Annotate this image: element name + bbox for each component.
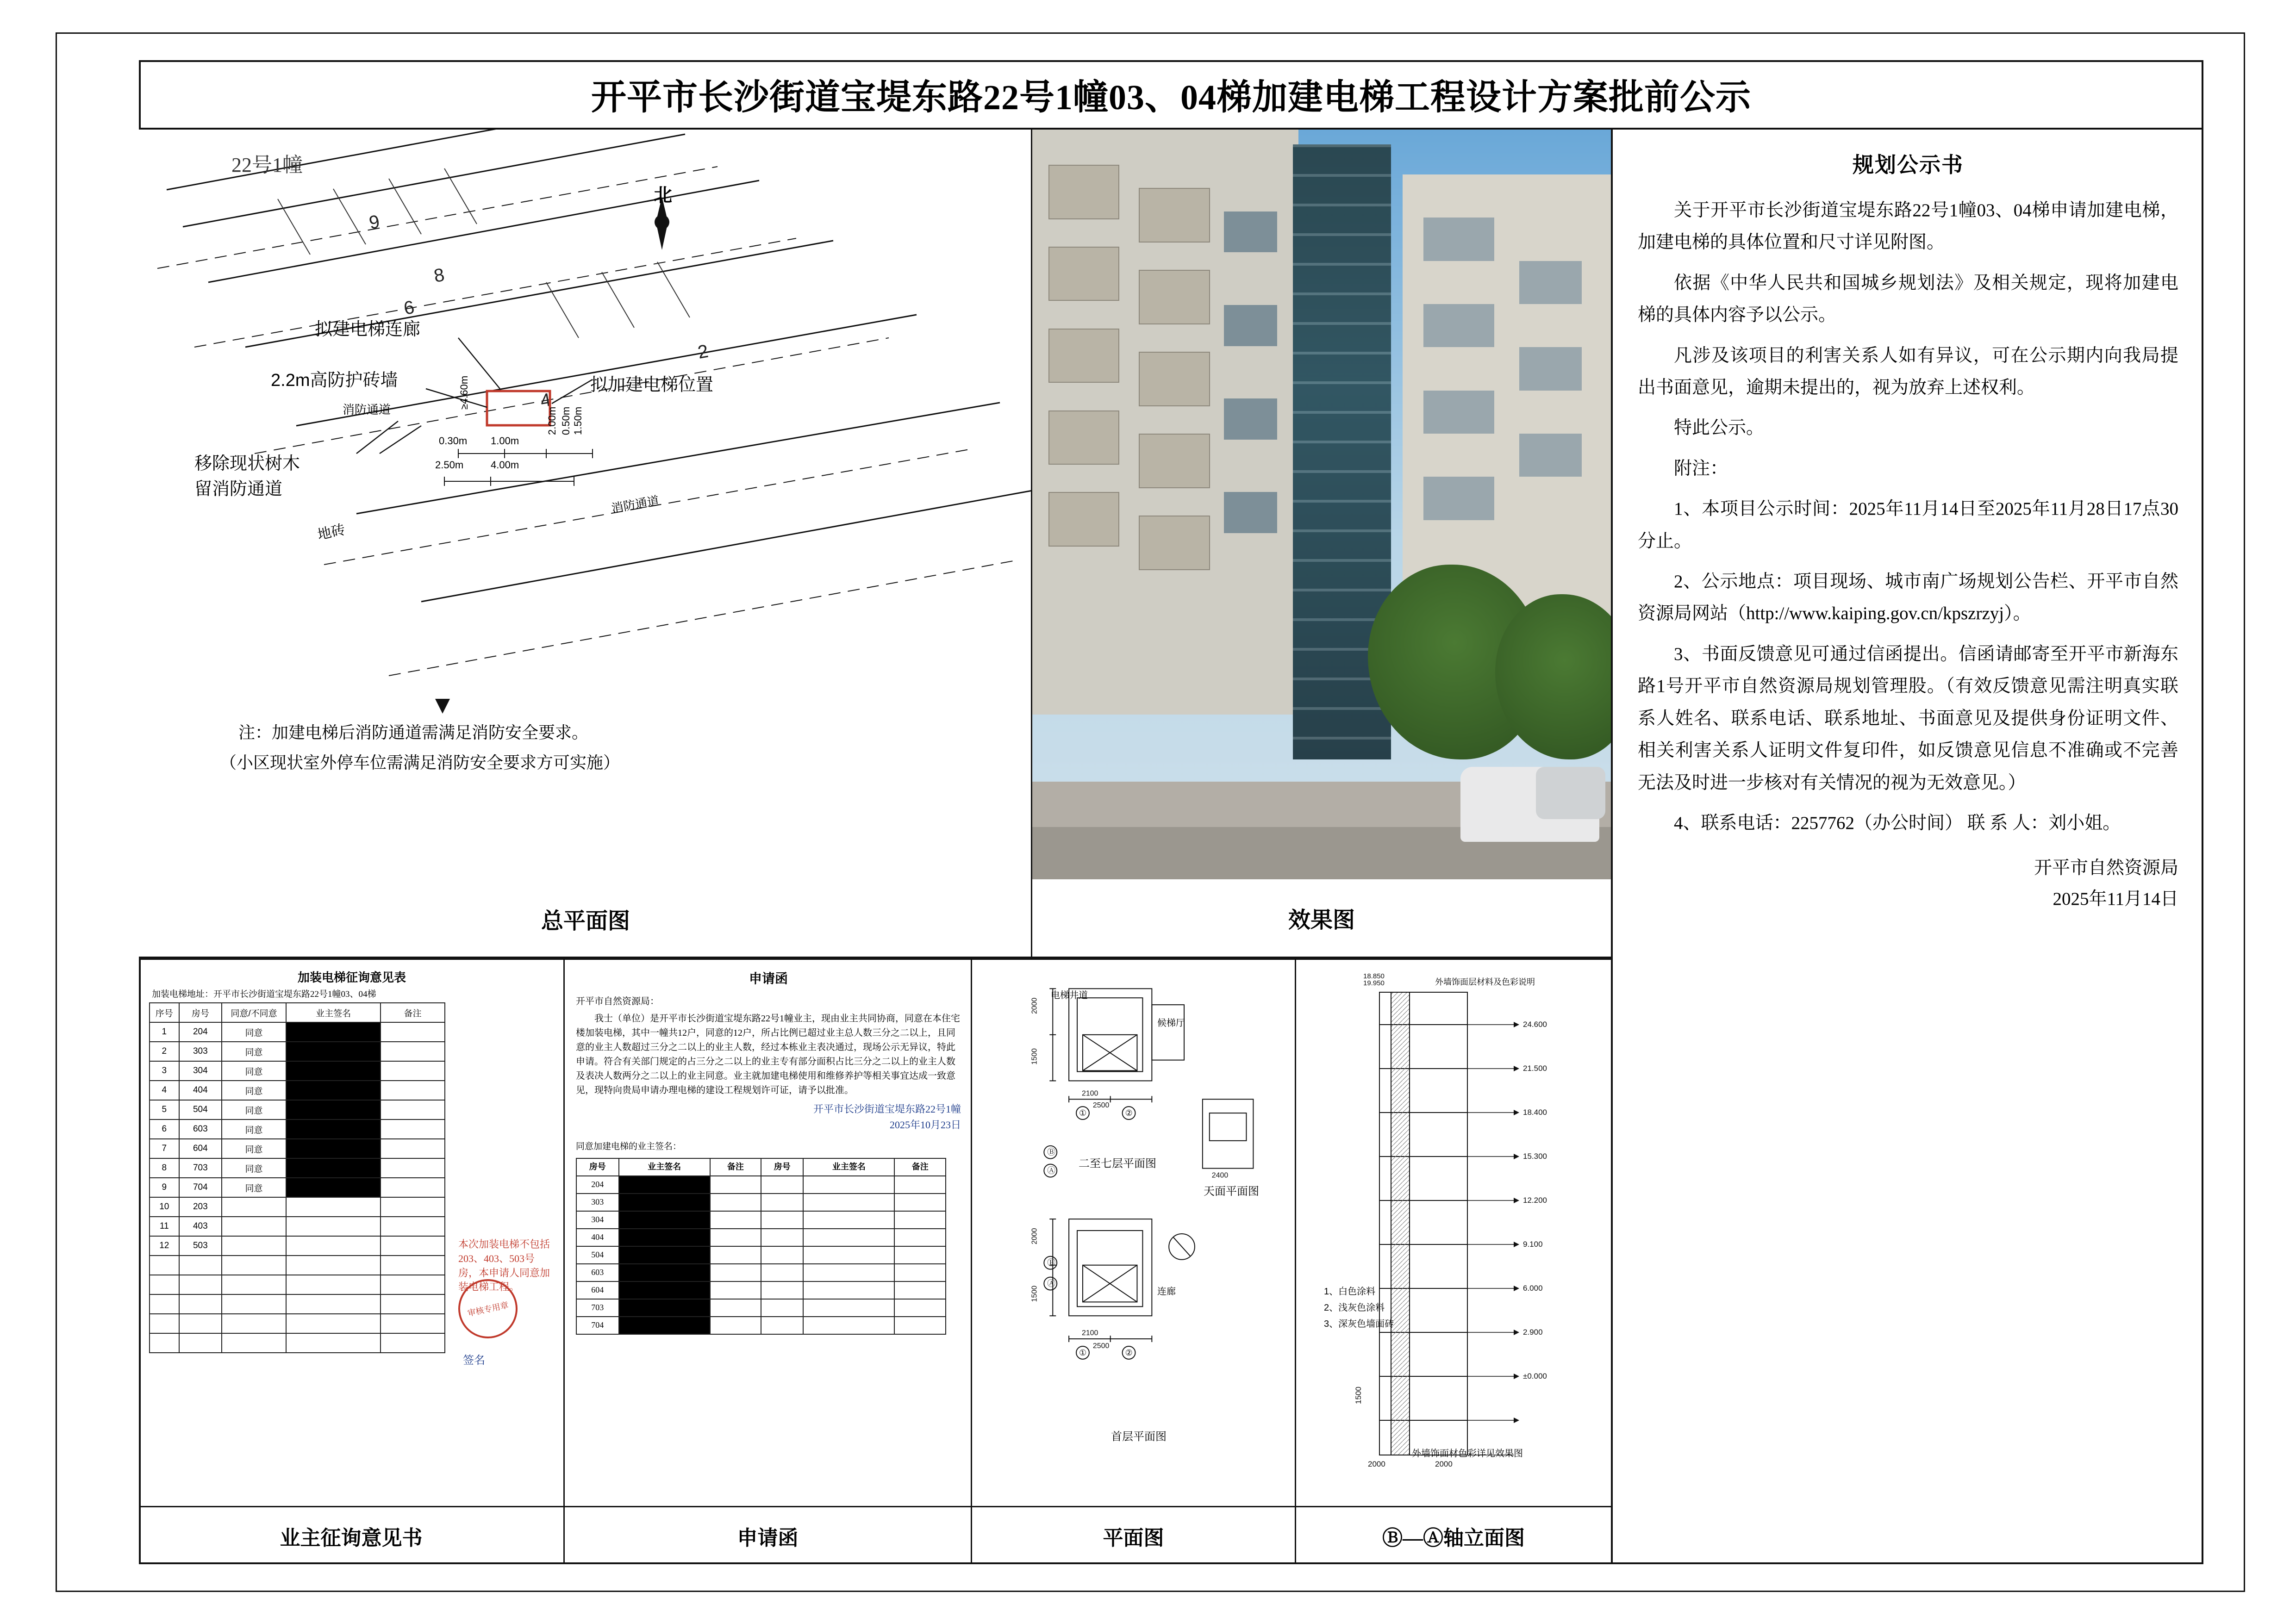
cell-note: [710, 1317, 761, 1334]
svg-text:2000: 2000: [1030, 1228, 1039, 1244]
cell-note-2: [894, 1299, 946, 1317]
th-note: 备注: [381, 1003, 445, 1022]
annotation-fire-lane-1: 消防通道: [343, 403, 391, 417]
cell-sign: [286, 1158, 381, 1178]
th-note-2: 备注: [894, 1158, 946, 1176]
cell-agree: 同意: [222, 1061, 286, 1081]
cell-note: [710, 1264, 761, 1281]
cell-sign: [286, 1042, 381, 1061]
elevation-bottom-note: 外墙饰面材色彩详见效果图: [1412, 1449, 1523, 1459]
cell-sign: [286, 1217, 381, 1236]
cell-no: 9: [150, 1178, 179, 1197]
cell-room: 603: [179, 1119, 222, 1139]
letter-signature: 开平市长沙街道宝堤东路22号1幢: [813, 1103, 961, 1115]
cell-sign: [619, 1194, 710, 1211]
elevation-svg: [1296, 960, 1611, 1506]
cell-room: 304: [179, 1061, 222, 1081]
cell-sign: [619, 1229, 710, 1246]
notice-attachment-1: 1、本项目公示时间：2025年11月14日至2025年11月28日17点30分止。: [1638, 499, 2178, 551]
cell-no: 7: [150, 1139, 179, 1158]
cell-note: [381, 1158, 445, 1178]
cell-room-2: [761, 1211, 803, 1229]
table-row: [150, 1139, 445, 1158]
cell-room-2: [761, 1281, 803, 1299]
notice-attachment-3: 3、书面反馈意见可通过信函提出。信函请邮寄至开平市新海东路1号开平市自然资源局规划管理股。（有效反馈意见需注明真实联系人姓名、联系电话、联系地址、书面意见及提供身份证明文件、相关利害关系人证明文件复印件，如反馈意见信息不准确或不完善无法及时进一步核对有关情况的视为无效意见。）: [1638, 644, 2178, 793]
dim-0-50m: 0.50m: [560, 406, 572, 435]
cell-sign: [619, 1176, 710, 1194]
svg-text:Ⓐ: Ⓐ: [1047, 1279, 1056, 1288]
svg-text:21.500: 21.500: [1523, 1064, 1547, 1073]
svg-text:6.000: 6.000: [1523, 1284, 1543, 1293]
dim-4-00m: 4.00m: [491, 459, 519, 471]
cell-note: [710, 1246, 761, 1264]
svg-text:2000: 2000: [1030, 997, 1039, 1014]
cell-room: 303: [576, 1194, 619, 1211]
consult-table-subtitle: 加装电梯地址：开平市长沙街道宝堤东路22号1幢03、04梯: [152, 989, 376, 999]
svg-text:18.850: 18.850: [1363, 972, 1385, 980]
svg-text:±0.000: ±0.000: [1523, 1372, 1547, 1380]
svg-text:9.100: 9.100: [1523, 1240, 1543, 1249]
table-row: [150, 1042, 445, 1061]
cell-sign-2: [803, 1211, 894, 1229]
annotation-fire-lane-2: 消防通道: [610, 493, 661, 516]
cell-no: 1: [150, 1022, 179, 1042]
cell-note-2: [894, 1281, 946, 1299]
svg-text:①: ①: [1079, 1348, 1087, 1357]
table-header-row: [576, 1158, 946, 1176]
cell-room: 404: [179, 1081, 222, 1100]
site-building-tag: 22号1幢: [231, 154, 303, 176]
cell-room: 304: [576, 1211, 619, 1229]
signature-table: [576, 1158, 946, 1335]
cell-no: 5: [150, 1100, 179, 1119]
table-row: [576, 1176, 946, 1194]
cell-sign: [619, 1211, 710, 1229]
cell-note-2: [894, 1194, 946, 1211]
cell-note-2: [894, 1229, 946, 1246]
th-sign-2: 业主签名: [803, 1158, 894, 1176]
cell-room-2: [761, 1264, 803, 1281]
annotation-elevator-position: 拟加建电梯位置: [590, 375, 714, 395]
elevation-title: 外墙饰面层材料及色彩说明: [1435, 977, 1535, 987]
cell-sign: [619, 1264, 710, 1281]
svg-text:②: ②: [1125, 1348, 1133, 1357]
cell-no: 4: [150, 1081, 179, 1100]
cell-note: [710, 1176, 761, 1194]
cell-sign: [286, 1178, 381, 1197]
cell-sign: [286, 1197, 381, 1217]
cell-sign-2: [803, 1176, 894, 1194]
cell-sign: [619, 1281, 710, 1299]
cell-sign: [286, 1061, 381, 1081]
cell-note-2: [894, 1317, 946, 1334]
table-row: [150, 1256, 445, 1275]
notice-attachment-4: 4、联系电话：2257762（办公时间） 联 系 人：刘小姐。: [1674, 813, 2121, 833]
svg-text:18.400: 18.400: [1523, 1108, 1547, 1117]
svg-text:8: 8: [432, 264, 446, 286]
cell-sign: [619, 1299, 710, 1317]
elevation-legend-3: 3、深灰色墙面砖: [1324, 1319, 1394, 1329]
svg-text:2: 2: [696, 341, 710, 363]
dim-min-4-60m: ≥4.60m: [458, 375, 470, 410]
plan-note-corridor: 连廊: [1157, 1287, 1176, 1297]
handwritten-red-note: 本次加装电梯不包括203、403、503号房，本申请人同意加装电梯工程。: [458, 1238, 550, 1293]
cell-agree: 同意: [222, 1158, 286, 1178]
svg-text:②: ②: [1125, 1108, 1133, 1118]
cell-note: [710, 1211, 761, 1229]
table-row: [576, 1229, 946, 1246]
cell-no: 6: [150, 1119, 179, 1139]
cell-sign-2: [803, 1281, 894, 1299]
cell-note: [381, 1081, 445, 1100]
cell-room: 204: [179, 1022, 222, 1042]
th-sign: 业主签名: [286, 1003, 381, 1022]
svg-text:15.300: 15.300: [1523, 1152, 1547, 1161]
svg-text:①: ①: [1079, 1108, 1087, 1118]
table-row: [150, 1100, 445, 1119]
svg-text:12.200: 12.200: [1523, 1196, 1547, 1205]
notice-column: [1611, 130, 2203, 1564]
cell-sign: [286, 1119, 381, 1139]
cell-note: [381, 1022, 445, 1042]
photo-building-left: [1032, 130, 1298, 715]
cell-room: 504: [576, 1246, 619, 1264]
cell-sign-2: [803, 1194, 894, 1211]
sig-table-title: 同意加建电梯的业主签名：: [576, 1141, 682, 1151]
cell-room-2: [761, 1246, 803, 1264]
table-row: [576, 1299, 946, 1317]
svg-text:1500: 1500: [1030, 1048, 1039, 1065]
table-row: [576, 1194, 946, 1211]
cell-agree: 同意: [222, 1100, 286, 1119]
cell-agree: [222, 1236, 286, 1256]
table-row: [150, 1081, 445, 1100]
svg-text:2000: 2000: [1435, 1460, 1453, 1468]
panel-caption-plan: 平面图: [972, 1506, 1296, 1564]
cell-no: 3: [150, 1061, 179, 1081]
svg-text:2100: 2100: [1081, 1089, 1098, 1098]
cell-room: 503: [179, 1236, 222, 1256]
cell-note-2: [894, 1176, 946, 1194]
cell-note: [381, 1100, 445, 1119]
cell-room: 404: [576, 1229, 619, 1246]
annotation-corridor: 拟建电梯连廊: [315, 320, 421, 339]
svg-text:2500: 2500: [1092, 1101, 1110, 1110]
notice-attachment-label: 附注：: [1674, 458, 1728, 479]
panel-caption-consultation: 业主征询意见书: [139, 1506, 565, 1564]
panel-caption-letter: 申请函: [565, 1506, 972, 1564]
cell-note: [381, 1197, 445, 1217]
cell-room: 603: [576, 1264, 619, 1281]
cell-note-2: [894, 1211, 946, 1229]
site-plan-caption: 总平面图: [541, 908, 630, 933]
svg-text:2500: 2500: [1092, 1342, 1110, 1350]
cell-room-2: [761, 1317, 803, 1334]
north-label: 北: [654, 185, 672, 205]
svg-text:2400: 2400: [1211, 1171, 1229, 1180]
site-plan-drawing: [139, 130, 1032, 958]
elevation-legend-2: 2、浅灰色涂料: [1324, 1303, 1385, 1313]
svg-text:6: 6: [402, 297, 416, 319]
cell-agree: [222, 1197, 286, 1217]
cell-note: [381, 1139, 445, 1158]
cell-note: [710, 1281, 761, 1299]
dim-2-50m: 2.50m: [435, 459, 464, 471]
notice-paragraph-1: 关于开平市长沙街道宝堤东路22号1幢03、04梯申请加建电梯，加建电梯的具体位置和尺寸详见附图。: [1638, 200, 2178, 253]
annotation-wall: 2.2m高防护砖墙: [271, 371, 398, 390]
cell-no: 12: [150, 1236, 179, 1256]
svg-text:1500: 1500: [1030, 1285, 1039, 1302]
annotation-keep-fire-lane: 留消防通道: [194, 479, 283, 499]
svg-text:9: 9: [367, 211, 381, 233]
plan-caption-lower: 首层平面图: [1111, 1430, 1167, 1443]
table-row: [150, 1158, 445, 1178]
table-row: [576, 1246, 946, 1264]
cell-room: 604: [179, 1139, 222, 1158]
cell-sign: [619, 1317, 710, 1334]
cell-note: [381, 1236, 445, 1256]
th-agree: 同意/不同意: [222, 1003, 286, 1022]
svg-text:Ⓑ: Ⓑ: [1047, 1258, 1056, 1268]
red-seal-stamp: 审核专用章: [453, 1274, 523, 1344]
th-no: 序号: [150, 1003, 179, 1022]
th-room: 房号: [576, 1158, 619, 1176]
floor-plan-svg: [972, 960, 1295, 1506]
dim-2-00m: 2.00m: [546, 406, 558, 435]
svg-text:1500: 1500: [1354, 1387, 1363, 1404]
table-row: [576, 1317, 946, 1334]
cell-sign-2: [803, 1246, 894, 1264]
table-row: [150, 1061, 445, 1081]
cell-no: 11: [150, 1217, 179, 1236]
page-title: 开平市长沙街道宝堤东路22号1幢03、04梯加建电梯工程设计方案批前公示: [591, 78, 1751, 117]
cell-sign: [286, 1081, 381, 1100]
cell-note: [381, 1119, 445, 1139]
cell-room-2: [761, 1299, 803, 1317]
photo-car-2: [1536, 767, 1605, 819]
cell-agree: 同意: [222, 1119, 286, 1139]
page-title-bar: [139, 60, 2203, 130]
notice-paragraph-3: 凡涉及该项目的利害关系人如有异议，可在公示期内向我局提出书面意见，逾期未提出的，视为放弃上述权利。: [1638, 345, 2178, 398]
cell-note: [710, 1299, 761, 1317]
handwritten-signature: 签名: [463, 1355, 485, 1367]
cell-room: 504: [179, 1100, 222, 1119]
cell-agree: [222, 1217, 286, 1236]
cell-note: [381, 1178, 445, 1197]
table-row: [150, 1314, 445, 1333]
svg-text:Ⓐ: Ⓐ: [1047, 1166, 1056, 1175]
table-row: [150, 1119, 445, 1139]
cell-room: 203: [179, 1197, 222, 1217]
cell-room: 403: [179, 1217, 222, 1236]
cell-agree: 同意: [222, 1139, 286, 1158]
rendering-photo: [1032, 130, 1611, 879]
letter-addressee: 开平市自然资源局：: [576, 996, 659, 1007]
table-row: [150, 1275, 445, 1294]
cell-room-2: [761, 1194, 803, 1211]
table-row: [150, 1236, 445, 1256]
cell-note-2: [894, 1264, 946, 1281]
cell-room: 704: [179, 1178, 222, 1197]
cell-note-2: [894, 1246, 946, 1264]
svg-text:Ⓑ: Ⓑ: [1047, 1147, 1056, 1157]
table-row: [576, 1264, 946, 1281]
plan-note-shaft: 电梯井道: [1051, 990, 1088, 1001]
cell-note: [381, 1042, 445, 1061]
cell-note: [710, 1194, 761, 1211]
cell-sign-2: [803, 1229, 894, 1246]
dim-1-50m: 1.50m: [572, 406, 584, 435]
cell-note: [381, 1217, 445, 1236]
th-sign: 业主签名: [619, 1158, 710, 1176]
th-room-2: 房号: [761, 1158, 803, 1176]
panel-floor-plans: [972, 960, 1296, 1506]
table-row: [150, 1022, 445, 1042]
letter-title: 申请函: [749, 972, 788, 986]
cell-sign-2: [803, 1264, 894, 1281]
cell-room: 704: [576, 1317, 619, 1334]
dim-0-30m: 0.30m: [439, 435, 468, 447]
svg-text:2100: 2100: [1081, 1329, 1098, 1337]
table-row: [150, 1197, 445, 1217]
plan-caption-upper: 二至七层平面图: [1079, 1157, 1156, 1170]
plan-note-hall: 候梯厅: [1157, 1018, 1185, 1028]
cell-room: 703: [576, 1299, 619, 1317]
cell-sign-2: [803, 1317, 894, 1334]
cell-no: 10: [150, 1197, 179, 1217]
cell-no: 8: [150, 1158, 179, 1178]
site-plan-svg: [139, 130, 1032, 958]
cell-agree: 同意: [222, 1042, 286, 1061]
panel-application-letter: [565, 960, 972, 1506]
cell-room: 604: [576, 1281, 619, 1299]
table-row: [150, 1294, 445, 1314]
cell-sign: [286, 1022, 381, 1042]
elevation-legend-1: 1、白色涂料: [1324, 1287, 1376, 1297]
svg-text:2000: 2000: [1368, 1460, 1385, 1468]
site-note-2: （小区现状室外停车位需满足消防安全要求方可实施）: [220, 753, 620, 772]
notice-paragraph-4: 特此公示。: [1674, 418, 1765, 438]
svg-text:4: 4: [538, 389, 553, 411]
notice-attachment-2: 2、公示地点：项目现场、城市南广场规划公告栏、开平市自然资源局网站（http://www.kaiping.gov.cn/kpszrzyj）。: [1638, 572, 2178, 624]
table-row: [150, 1217, 445, 1236]
cell-sign: [619, 1246, 710, 1264]
annotation-remove-tree: 移除现状树木: [194, 454, 300, 473]
notice-signature-org: 开平市自然资源局: [2034, 858, 2178, 878]
cell-room-2: [761, 1229, 803, 1246]
cell-agree: 同意: [222, 1022, 286, 1042]
notice-title: 规划公示书: [1853, 153, 1964, 177]
consult-table: [149, 1002, 445, 1353]
cell-room-2: [761, 1176, 803, 1194]
table-row: [150, 1178, 445, 1197]
table-row: [576, 1281, 946, 1299]
table-row: [576, 1211, 946, 1229]
annotation-paving: 地砖: [316, 522, 347, 543]
cell-sign: [286, 1100, 381, 1119]
svg-text:24.600: 24.600: [1523, 1020, 1547, 1029]
cell-room: 703: [179, 1158, 222, 1178]
notice-paragraph-2: 依据《中华人民共和国城乡规划法》及相关规定，现将加建电梯的具体内容予以公示。: [1638, 273, 2178, 325]
cell-sign: [286, 1236, 381, 1256]
cell-sign: [286, 1139, 381, 1158]
cell-room: 204: [576, 1176, 619, 1194]
th-note: 备注: [710, 1158, 761, 1176]
panel-caption-elevation: Ⓑ—Ⓐ轴立面图: [1296, 1506, 1611, 1564]
site-note-1: 注：加建电梯后消防通道需满足消防安全要求。: [238, 723, 589, 742]
dim-1-00m: 1.00m: [491, 435, 519, 447]
cell-note: [710, 1229, 761, 1246]
plan-caption-roof: 天面平面图: [1204, 1185, 1259, 1198]
panel-elevation: [1296, 960, 1611, 1506]
svg-text:19.950: 19.950: [1363, 979, 1385, 987]
cell-note: [381, 1061, 445, 1081]
cell-agree: 同意: [222, 1081, 286, 1100]
rendering-caption: 效果图: [1032, 879, 1611, 958]
panel-owner-consultation: [139, 960, 565, 1506]
table-row: [150, 1333, 445, 1353]
th-room: 房号: [179, 1003, 222, 1022]
svg-text:2.900: 2.900: [1523, 1328, 1543, 1337]
letter-body: 我士（单位）是开平市长沙街道宝堤东路22号1幢业主，现由业主共同协商，同意在本住宅楼加装电梯，其中一幢共12户，同意的12户，所占比例已超过业主总人数三分之二以上，且同意的业主人数超过三分之二以上的业主人数，经过本栋业主表决通过，现场公示无异议，特此申请。符合有关部门规定的占三分之二以上的业主专有部分面积占比三分之二以上的业主人数及表决人数两分之二以上的业主同意。业主就加建电梯使用和维修养护等相关事宜达成一致意见，现特向贵局申请办理电梯的建设工程规划许可证，请予以批准。: [576, 1014, 960, 1096]
cell-room: 303: [179, 1042, 222, 1061]
notice-signature-date: 2025年11月14日: [2053, 889, 2178, 909]
consult-table-title: 加装电梯征询意见表: [297, 971, 406, 984]
letter-date: 2025年10月23日: [889, 1119, 961, 1131]
table-header-row: [150, 1003, 445, 1022]
cell-sign-2: [803, 1299, 894, 1317]
cell-no: 2: [150, 1042, 179, 1061]
cell-agree: 同意: [222, 1178, 286, 1197]
